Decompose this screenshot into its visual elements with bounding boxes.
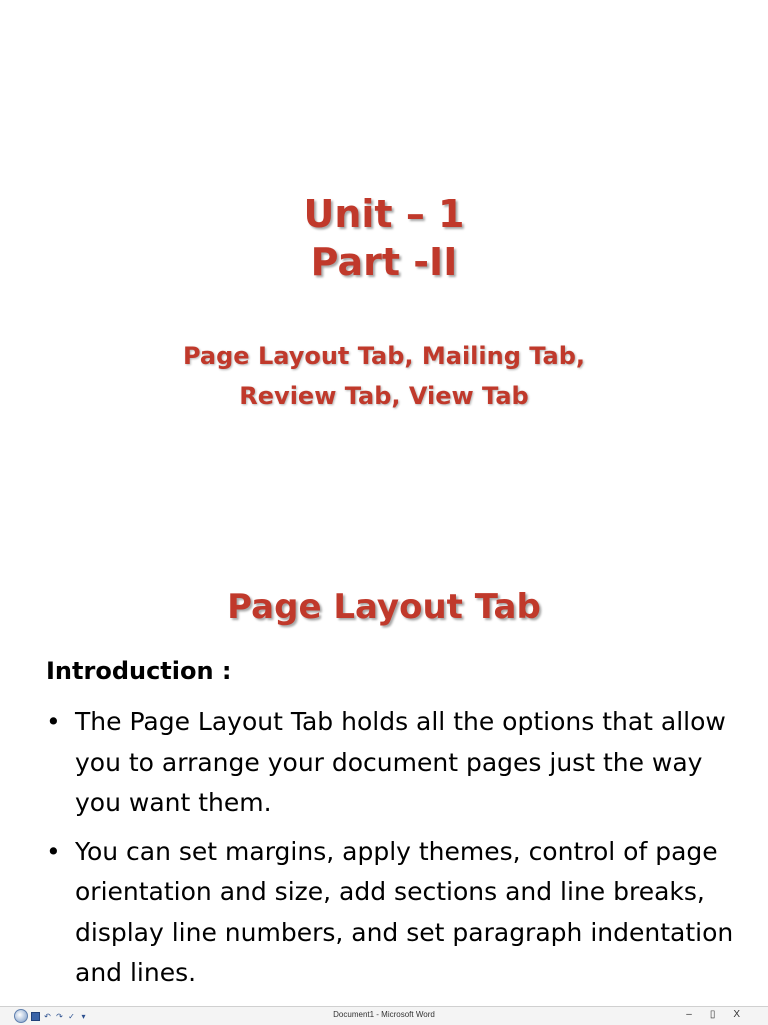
undo-icon[interactable]: ↶ — [44, 1011, 51, 1021]
close-button[interactable]: X — [733, 1009, 740, 1020]
list-item — [46, 832, 736, 994]
bullet-icon: • — [46, 707, 61, 736]
list-item — [46, 702, 736, 824]
window-controls — [686, 1009, 740, 1020]
intro-heading: Introduction : — [46, 657, 232, 685]
customize-icon[interactable]: ▾ — [81, 1011, 86, 1021]
title-line-part: Part -II — [310, 240, 458, 284]
subtitle-line-2: Review Tab, View Tab — [239, 382, 529, 410]
bullet-icon: • — [46, 836, 61, 866]
redo-icon[interactable]: ↷ — [56, 1011, 63, 1021]
slide-title — [0, 190, 768, 286]
document-title: Document1 - Microsoft Word — [333, 1010, 435, 1019]
subtitle-line-1: Page Layout Tab, Mailing Tab, — [182, 342, 586, 370]
bullet-list — [46, 702, 736, 1002]
word-title-bar — [0, 1006, 768, 1025]
slide-subtitle — [0, 336, 768, 416]
content-slide-title: Page Layout Tab — [227, 587, 541, 627]
bullet-text: You can set margins, apply themes, control of page orientation and size, add sections and line breaks, display line numbers, and set paragraph indentation and lines. — [75, 836, 734, 987]
restore-button[interactable]: ▯ — [709, 1009, 716, 1020]
spelling-icon[interactable]: ✓ — [68, 1011, 75, 1021]
minimize-button[interactable]: – — [686, 1009, 692, 1020]
content-slide — [0, 576, 768, 1006]
title-line-unit: Unit – 1 — [303, 192, 465, 236]
bullet-text: The Page Layout Tab holds all the options that allow you to arrange your document pages just the way you want them. — [75, 707, 726, 817]
